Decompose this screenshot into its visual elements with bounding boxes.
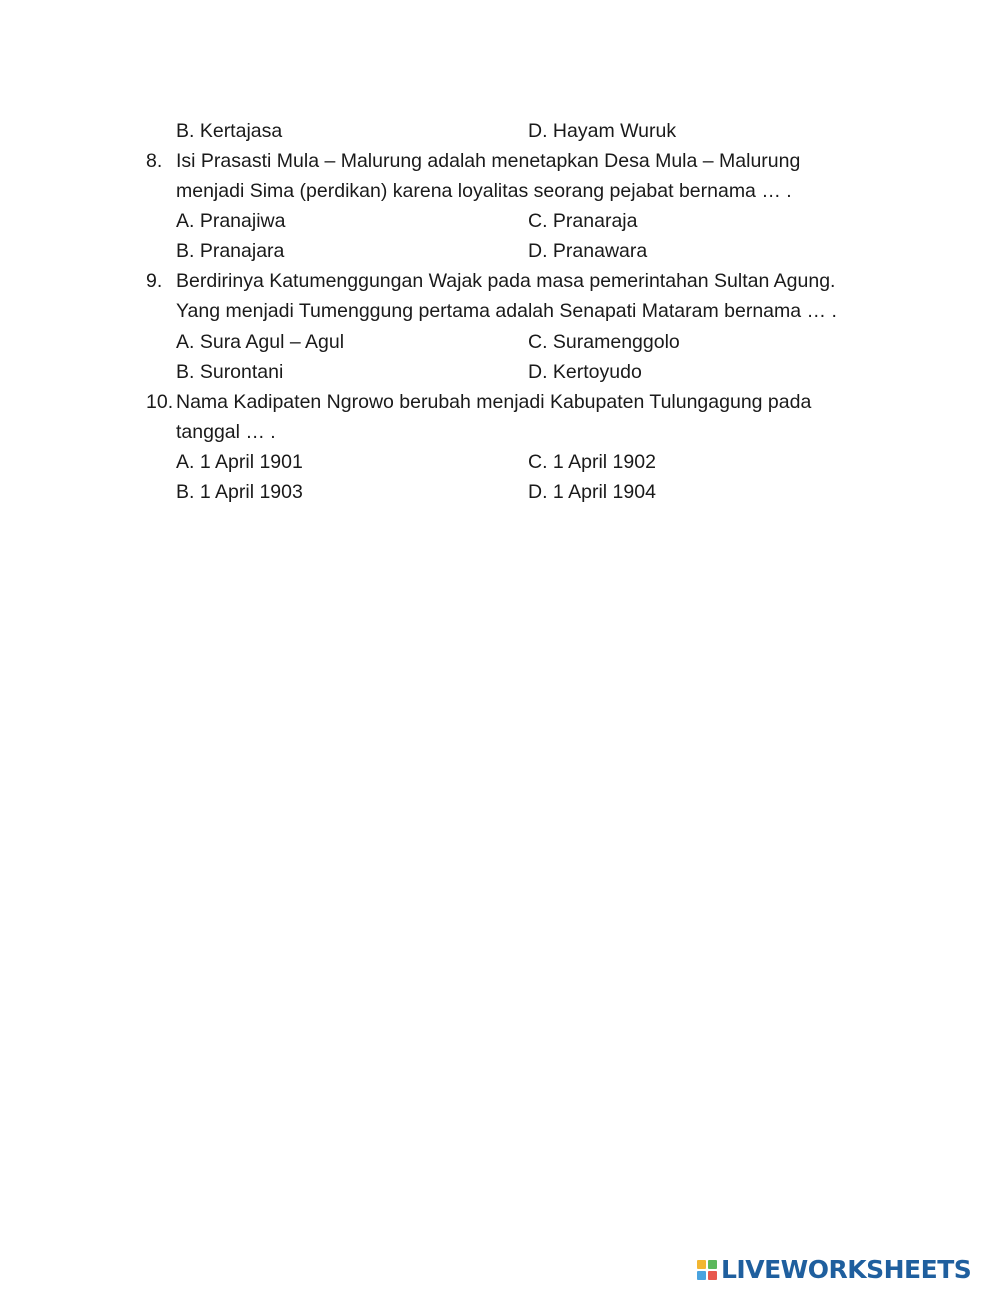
logo-square-e	[708, 1271, 717, 1280]
q8-text-line-1: Isi Prasasti Mula – Malurung adalah menetapkan Desa Mula – Malurung	[176, 150, 801, 172]
q10-option-a[interactable]: A. 1 April 1901	[176, 451, 303, 473]
q8-option-c[interactable]: C. Pranaraja	[528, 210, 638, 232]
q10-number: 10.	[146, 391, 174, 413]
q10-option-c[interactable]: C. 1 April 1902	[528, 451, 656, 473]
q10-text-line-1: Nama Kadipaten Ngrowo berubah menjadi Kabupaten Tulungagung pada	[176, 391, 812, 413]
q9-text-line-2: Yang menjadi Tumenggung pertama adalah Senapati Mataram bernama … .	[176, 300, 837, 322]
q9-option-a[interactable]: A. Sura Agul – Agul	[176, 331, 345, 353]
q7-option-b[interactable]: B. Kertajasa	[176, 120, 283, 142]
q9-option-c[interactable]: C. Suramenggolo	[528, 331, 680, 353]
q8-text-line-2: menjadi Sima (perdikan) karena loyalitas seorang pejabat bernama … .	[176, 180, 792, 202]
liveworksheets-logo[interactable]	[697, 1256, 971, 1284]
q9-number: 9.	[146, 270, 163, 292]
q9-option-d[interactable]: D. Kertoyudo	[528, 361, 642, 383]
q8-option-d[interactable]: D. Pranawara	[528, 240, 648, 262]
q8-option-b[interactable]: B. Pranajara	[176, 240, 285, 262]
q7-option-d[interactable]: D. Hayam Wuruk	[528, 120, 677, 142]
liveworksheets-wordmark: LIVEWORKSHEETS	[721, 1255, 972, 1284]
q8-option-a[interactable]: A. Pranajiwa	[176, 210, 286, 232]
q10-text-line-2: tanggal … .	[176, 421, 276, 443]
q9-option-b[interactable]: B. Surontani	[176, 361, 284, 383]
q8-number: 8.	[146, 150, 163, 172]
q10-option-d[interactable]: D. 1 April 1904	[528, 481, 656, 503]
q9-text-line-1: Berdirinya Katumenggungan Wajak pada masa pemerintahan Sultan Agung.	[176, 270, 836, 292]
logo-square-v	[697, 1271, 706, 1280]
q10-option-b[interactable]: B. 1 April 1903	[176, 481, 303, 503]
logo-square-l	[697, 1260, 706, 1269]
logo-square-i	[708, 1260, 717, 1269]
liveworksheets-logo-icon	[697, 1260, 717, 1280]
